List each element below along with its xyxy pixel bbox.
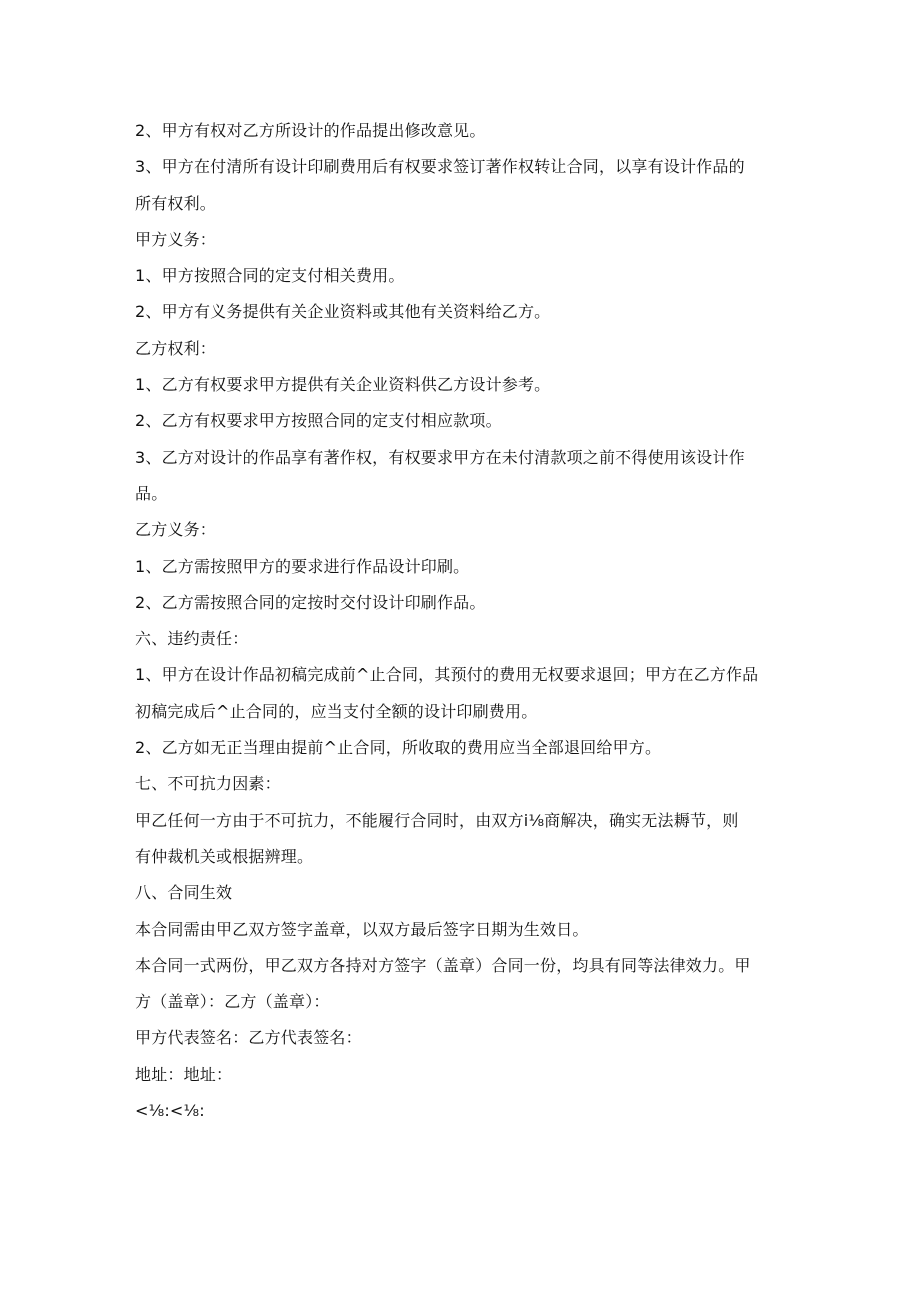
section-heading: 八、合同生效	[135, 883, 233, 903]
text-line: 2、乙方需按照合同的定按时交付设计印刷作品。	[135, 592, 486, 612]
contract-text-body	[135, 113, 790, 1129]
text-line: 2、甲方有权对乙方所设计的作品提出修改意见。	[135, 121, 486, 140]
section-heading: 六、违约责任：	[135, 629, 249, 649]
section-heading: 甲方义务：	[135, 229, 217, 249]
text-line: 2、乙方有权要求甲方按照合同的定支付相应款项。	[135, 411, 502, 431]
text-line: 本合同一式两份，甲乙双方各持对方签字（盖章）合同一份，均具有同等法律效力。甲	[135, 955, 751, 975]
signature-line: 甲方代表签名：乙方代表签名：	[135, 1028, 362, 1048]
text-line: 1、乙方需按照甲方的要求进行作品设计印刷。	[135, 556, 470, 576]
section-heading: 七、不可抗力因素：	[135, 774, 281, 794]
text-line: 初稿完成后^止合同的，应当支付全额的设计印刷费用。	[135, 701, 538, 721]
text-line: 品。	[135, 483, 168, 503]
text-line: 有仲裁机关或根据辨理。	[135, 846, 314, 866]
text-line: 3、甲方在付清所有设计印刷费用后有权要求签订著作权转让合同，以享有设计作品的	[135, 157, 745, 177]
text-line: 所有权利。	[135, 193, 217, 213]
text-line: <⅛:<⅛:	[135, 1101, 205, 1121]
text-line: 2、乙方如无正当理由提前^止合同，所收取的费用应当全部退回给甲方。	[135, 738, 662, 758]
text-line: 甲乙任何一方由于不可抗力，不能履行合同时，由双方i⅛商解决，确实无法耨节，则	[135, 810, 739, 830]
text-line: 本合同需由甲乙双方签字盖章，以双方最后签字日期为生效日。	[135, 919, 589, 939]
text-line: 2、甲方有义务提供有关企业资料或其他有关资料给乙方。	[135, 302, 551, 322]
section-heading: 乙方权利：	[135, 338, 217, 358]
address-line: 地址：地址：	[135, 1064, 233, 1084]
text-line: 方（盖章）：乙方（盖章）：	[135, 992, 330, 1012]
text-line: 3、乙方对设计的作品享有著作权，有权要求甲方在未付清款项之前不得使用该设计作	[135, 447, 745, 467]
text-line: 1、甲方按照合同的定支付相关费用。	[135, 266, 405, 286]
text-line: 1、甲方在设计作品初稿完成前^止合同，其预付的费用无权要求退回；甲方在乙方作品	[135, 665, 759, 685]
text-line: 1、乙方有权要求甲方提供有关企业资料供乙方设计参考。	[135, 375, 551, 395]
section-heading: 乙方义务：	[135, 520, 217, 540]
